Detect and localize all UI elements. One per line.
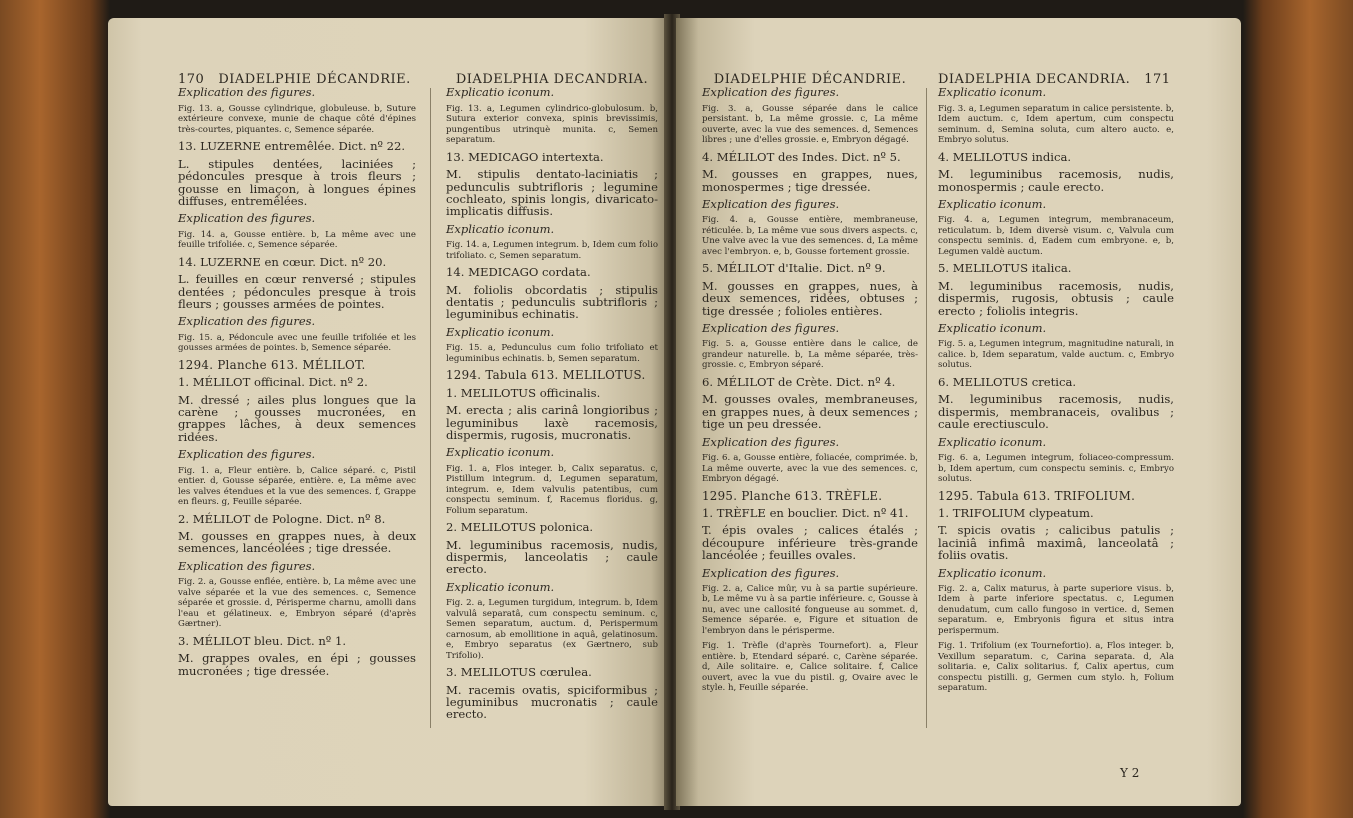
species-entry: 6. MÉLILOT de Crète. Dict. nº 4. <box>702 374 896 389</box>
right-page <box>676 18 1241 806</box>
signature-mark: Y 2 <box>1120 766 1140 780</box>
figure-explanation-heading: Explication des figures. <box>178 314 316 329</box>
left-page-number: 170 <box>178 72 205 87</box>
left-page <box>108 18 668 806</box>
figure-explanation-heading: Explication des figures. <box>702 565 840 580</box>
figure-explanation-heading: Explicatio iconum. <box>446 221 555 236</box>
left-latin-text <box>446 86 658 720</box>
species-entry: M. erecta ; alis carinâ longioribus ; leguminibus laxè racemosis, dispermis, rugosis, mucronatis. <box>446 403 658 442</box>
species-entry: 13. MEDICAGO intertexta. <box>446 149 604 164</box>
plate-heading: 1295. Planche 613. TRÈFLE. <box>702 488 883 503</box>
figure-explanation-text: Fig. 1. Trèfle (d'après Tournefort). a, Fleur entière. b, Etendard séparé. c, Carène séparée. d, Aile solitaire. e, Calice solitaire. f, Calice ouvert, avec la vue du pistil. g, Ovaire avec le style. h, Feuille séparée. <box>702 641 918 694</box>
figure-explanation-heading: Explication des figures. <box>178 85 316 100</box>
left-header-fr: 170 DIADELPHIE DÉCANDRIE. <box>178 72 411 87</box>
figure-explanation-text: Fig. 13. a, Gousse cylindrique, globuleuse. b, Suture extérieure convexe, munie de chaque côté d'épines très-courtes, piquantes. c, Semence séparée. <box>178 103 416 135</box>
figure-explanation-text: Fig. 1. a, Flos integer. b, Calix separatus. c, Pistillum integrum. d, Legumen separatum, integrum. e, Idem valvulis patentibus, cum conspectu seminum. f, Racemus floridus. g, Folium separatum. <box>446 463 658 516</box>
right-latin-text <box>938 86 1174 694</box>
figure-explanation-heading: Explicatio iconum. <box>938 565 1047 580</box>
figure-explanation-text: Fig. 1. a, Fleur entière. b, Calice séparé. c, Pistil entier. d, Gousse séparée, entière. e, La même avec les valves étendues et la vue des semences. f, Grappe en fleurs. g, Feuille séparée. <box>178 465 416 508</box>
figure-explanation-heading: Explicatio iconum. <box>446 85 555 100</box>
plate-heading: 1294. Planche 613. MÉLILOT. <box>178 357 366 372</box>
species-entry: T. épis ovales ; calices étalés ; découpure inférieure très-grande lancéolée ; feuilles ovales. <box>702 523 918 563</box>
figure-explanation-heading: Explicatio iconum. <box>938 85 1047 100</box>
species-entry: 1. MÉLILOT officinal. Dict. nº 2. <box>178 375 368 390</box>
species-entry: T. spicis ovatis ; calicibus patulis ; laciniâ infimâ maximâ, lanceolatâ ; foliis ovatis. <box>938 523 1174 563</box>
figure-explanation-heading: Explication des figures. <box>702 197 840 212</box>
species-entry: M. racemis ovatis, spiciformibus ; leguminibus mucronatis ; caule erecto. <box>446 682 658 722</box>
species-entry: 4. MELILOTUS indica. <box>938 149 1072 164</box>
species-entry: 3. MÉLILOT bleu. Dict. nº 1. <box>178 633 347 648</box>
species-entry: 1. TRÈFLE en bouclier. Dict. nº 41. <box>702 505 909 520</box>
figure-explanation-heading: Explication des figures. <box>178 447 316 462</box>
species-entry: M. grappes ovales, en épi ; gousses mucronées ; tige dressée. <box>178 651 416 678</box>
species-entry: 14. MEDICAGO cordata. <box>446 265 591 280</box>
species-entry: M. stipulis dentato-laciniatis ; pedunculis subtrifloris ; legumine cochleato, spinis longis, divaricato-implicatis diffusis. <box>446 167 658 219</box>
species-entry: M. gousses en grappes, nues, à deux semences, ridées, obtuses ; tige dressée ; folioles entières. <box>702 278 918 318</box>
species-entry: L. feuilles en cœur renversé ; stipules dentées ; pédoncules presque à trois fleurs ; gousses armées de pointes. <box>178 272 416 311</box>
figure-explanation-text: Fig. 15. a, Pedunculus cum folio trifoliato et leguminibus echinatis. b, Semen separatum. <box>446 343 658 364</box>
species-entry: 2. MÉLILOT de Pologne. Dict. nº 8. <box>178 511 386 526</box>
figure-explanation-heading: Explicatio iconum. <box>938 321 1047 336</box>
figure-explanation-text: Fig. 1. Trifolium (ex Tournefortio). a, Flos integer. b, Vexillum separatum. c, Carina separata. d, Ala solitaria. e, Calix solitarius. f, Calix apertus, cum conspectu pistilli. g, Germen cum stylo. h, Folium separatum. <box>938 641 1174 694</box>
figure-explanation-text: Fig. 3. a, Legumen separatum in calice persistente. b, Idem auctum. c, Idem apertum, cum conspectu seminum. d, Semina soluta, cum altero aucto. e, Embryo solutus. <box>938 103 1174 146</box>
species-entry: 4. MÉLILOT des Indes. Dict. nº 5. <box>702 149 901 164</box>
figure-explanation-text: Fig. 14. a, Legumen integrum. b, Idem cum folio trifoliato. c, Semen separatum. <box>446 240 658 261</box>
species-entry: M. leguminibus racemosis, nudis, dispermis, membranaceis, ovalibus ; caule erectiusculo. <box>938 392 1174 432</box>
figure-explanation-heading: Explication des figures. <box>702 321 840 336</box>
right-column-rule <box>926 88 927 728</box>
right-page-number: 171 <box>1144 72 1171 87</box>
figure-explanation-text: Fig. 2. a, Legumen turgidum, integrum. b, Idem valvulâ separatâ, cum conspectu seminum. c, Semen separatum, auctum. d, Perispermum carnosum, ab emollitione in aquâ, gelatinosum. e, Embryo separatus (ex Gærtnero, sub Trifolio). <box>446 598 658 661</box>
species-entry: 5. MÉLILOT d'Italie. Dict. nº 9. <box>702 261 886 276</box>
left-latin-column <box>446 18 658 726</box>
figure-explanation-heading: Explication des figures. <box>702 85 840 100</box>
species-entry: 3. MELILOTUS cœrulea. <box>446 665 592 680</box>
figure-explanation-text: Fig. 6. a, Gousse entière, foliacée, comprimée. b, La même ouverte, avec la vue des semences. c, Embryon dégagé. <box>702 453 918 484</box>
figure-explanation-text: Fig. 2. a, Calice mûr, vu à sa partie supérieure. b, Le même vu à sa partie inférieure. c, Gousse à nu, avec une callosité fongueuse au sommet. d, Semence séparée. e, Figure et situation de l'embryon dans le périsperme. <box>702 583 918 636</box>
species-entry: 1. TRIFOLIUM clypeatum. <box>938 505 1094 520</box>
species-entry: M. dressé ; ailes plus longues que la carène ; gousses mucronées, en grappes lâches, à deux semences ridées. <box>178 392 416 444</box>
right-latin-column <box>938 18 1174 699</box>
species-entry: M. foliolis obcordatis ; stipulis dentatis ; pedunculis subtrifloris ; leguminibus echinatis. <box>446 282 658 322</box>
figure-explanation-text: Fig. 5. a, Legumen integrum, magnitudine naturali, in calice. b, Idem separatum, valde auctum. c, Embryo solutus. <box>938 339 1174 371</box>
left-french-column <box>178 18 416 682</box>
figure-explanation-text: Fig. 3. a, Gousse séparée dans le calice persistant. b, La même grossie. c, La même ouverte, avec la vue des semences. d, Semences libres ; une d'elles grossie. e, Embryon dégagé. <box>702 103 918 146</box>
species-entry: M. gousses en grappes nues, à deux semences, lancéolées ; tige dressée. <box>178 529 416 556</box>
figure-explanation-text: Fig. 14. a, Gousse entière. b, La même avec une feuille trifoliée. c, Semence séparée. <box>178 229 416 251</box>
species-entry: M. leguminibus racemosis, nudis, dispermis, lanceolatis ; caule erecto. <box>446 537 658 577</box>
species-entry: 5. MELILOTUS italica. <box>938 261 1072 276</box>
species-entry: M. gousses ovales, membraneuses, en grappes nues, à deux semences ; tige un peu dressée. <box>702 392 918 432</box>
figure-explanation-text: Fig. 2. a, Gousse enflée, entière. b, La même avec une valve séparée et la vue des semences. c, Semence séparée et grossie. d, Périsperme charnu, amolli dans l'eau et gélatineux. e, Embryon séparé (d'après Gærtner). <box>178 577 416 630</box>
right-header-fr: DIADELPHIE DÉCANDRIE. <box>713 72 907 87</box>
figure-explanation-heading: Explicatio iconum. <box>446 324 555 339</box>
species-entry: 1. MELILOTUS officinalis. <box>446 385 601 400</box>
figure-explanation-text: Fig. 5. a, Gousse entière dans le calice, de grandeur naturelle. b, La même séparée, très-grossie. c, Embryon séparé. <box>702 339 918 371</box>
left-column-rule <box>430 88 431 728</box>
figure-explanation-heading: Explicatio iconum. <box>446 445 555 460</box>
figure-explanation-heading: Explicatio iconum. <box>938 434 1047 449</box>
right-french-column <box>702 18 918 699</box>
left-header-la: DIADELPHIA DECANDRIA. <box>455 72 649 87</box>
species-entry: 6. MELILOTUS cretica. <box>938 374 1077 389</box>
species-entry: 2. MELILOTUS polonica. <box>446 520 594 535</box>
species-entry: M. leguminibus racemosis, nudis, monospermis ; caule erecto. <box>938 167 1174 194</box>
left-french-text <box>178 86 416 677</box>
plate-heading: 1294. Tabula 613. MELILOTUS. <box>446 368 646 383</box>
species-entry: 14. LUZERNE en cœur. Dict. nº 20. <box>178 254 387 269</box>
species-entry: 13. LUZERNE entremêlée. Dict. nº 22. <box>178 139 406 154</box>
figure-explanation-heading: Explication des figures. <box>702 434 840 449</box>
figure-explanation-text: Fig. 6. a, Legumen integrum, foliaceo-compressum. b, Idem apertum, cum conspectu seminis. c, Embryo solutus. <box>938 453 1174 484</box>
figure-explanation-text: Fig. 4. a, Gousse entière, membraneuse, réticulée. b, La même vue sous divers aspects. c, Une valve avec la vue des semences. d, La même avec l'embryon. e, b, Gousse fortement grossie. <box>702 215 918 257</box>
figure-explanation-heading: Explication des figures. <box>178 558 316 573</box>
figure-explanation-text: Fig. 4. a, Legumen integrum, membranaceum, reticulatum. b, Idem diversè visum. c, Valvula cum conspectu seminis. d, Eadem cum embryone. e, b, Legumen valdè auctum. <box>938 215 1174 257</box>
right-french-text <box>702 86 918 694</box>
figure-explanation-text: Fig. 13. a, Legumen cylindrico-globulosum. b, Sutura exterior convexa, spinis brevissimis, pungentibus utrinquè munita. c, Semen separatum. <box>446 103 658 146</box>
figure-explanation-heading: Explicatio iconum. <box>938 197 1047 212</box>
species-entry: M. gousses en grappes, nues, monospermes ; tige dressée. <box>702 167 918 194</box>
figure-explanation-text: Fig. 15. a, Pédoncule avec une feuille trifoliée et les gousses armées de pointes. b, Semence séparée. <box>178 332 416 354</box>
figure-explanation-heading: Explication des figures. <box>178 211 316 226</box>
plate-heading: 1295. Tabula 613. TRIFOLIUM. <box>938 488 1136 503</box>
figure-explanation-text: Fig. 2. a, Calix maturus, à parte superiore visus. b, Idem à parte inferiore spectatus. c, Legumen denudatum, cum callo fungoso in vertice. d, Semen separatum. e, Embryonis figura et situs intra perispermum. <box>938 583 1174 636</box>
species-entry: L. stipules dentées, laciniées ; pédoncules presque à trois fleurs ; gousse en limaçon, à longues épines diffuses, entremêlées. <box>178 156 416 208</box>
right-header-la: DIADELPHIA DECANDRIA. 171 <box>938 72 1171 87</box>
species-entry: M. leguminibus racemosis, nudis, dispermis, rugosis, obtusis ; caule erecto ; foliolis integris. <box>938 278 1174 318</box>
figure-explanation-heading: Explicatio iconum. <box>446 579 555 594</box>
